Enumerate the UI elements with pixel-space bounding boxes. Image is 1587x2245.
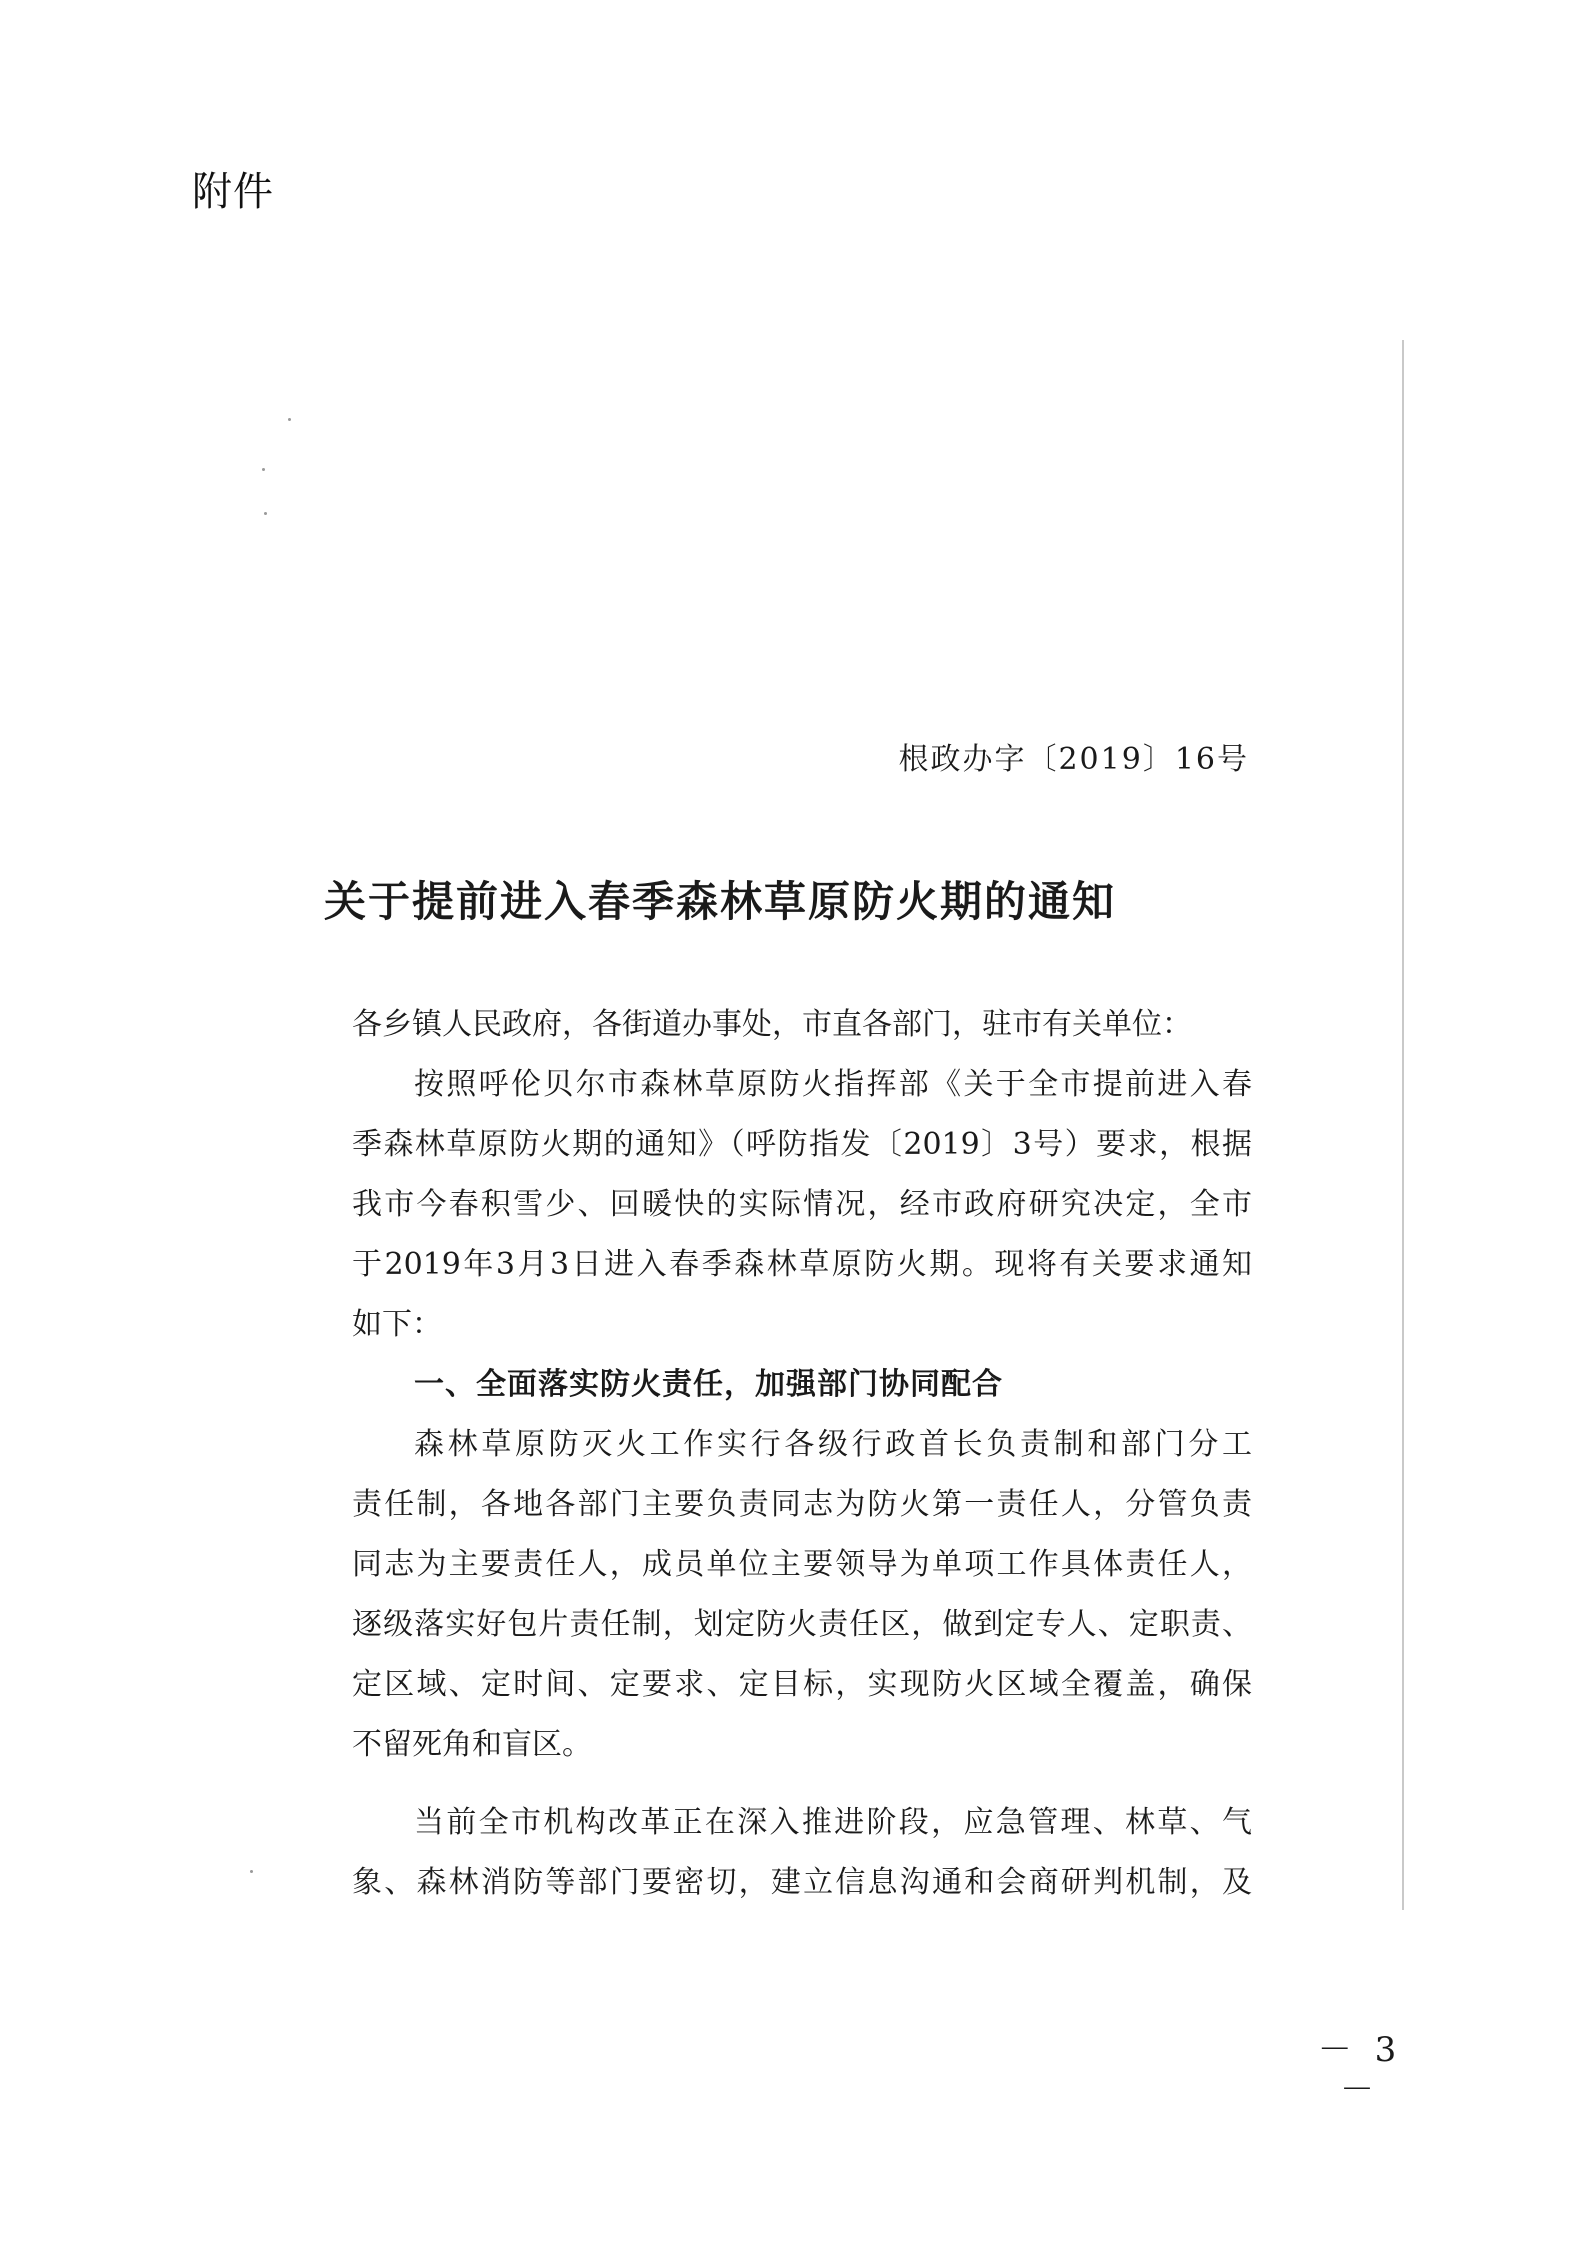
paragraph-3 (352, 1793, 1252, 1913)
paragraph-line: 按照呼伦贝尔市森林草原防火指挥部《关于全市提前进入春 (414, 1067, 1252, 1102)
paragraph-line: 逐级落实好包片责任制，划定防火责任区，做到定专人、定职责、 (352, 1607, 1252, 1642)
section-heading: 一、全面落实防火责任，加强部门协同配合 (414, 1367, 1003, 1402)
paragraph-1 (352, 1055, 1252, 1355)
scan-speck (264, 512, 267, 515)
paragraph-line: 季森林草原防火期的通知》（呼防指发〔2019〕3号）要求，根据 (352, 1127, 1252, 1162)
paragraph-line: 象、森林消防等部门要密切，建立信息沟通和会商研判机制，及 (352, 1865, 1252, 1900)
paragraph-line: 责任制，各地各部门主要负责同志为防火第一责任人，分管负责 (352, 1487, 1252, 1522)
scan-speck (288, 418, 291, 421)
paragraph-line: 定区域、定时间、定要求、定目标，实现防火区域全覆盖，确保 (352, 1667, 1252, 1702)
paragraph-line: 于2019年3月3日进入春季森林草原防火期。现将有关要求通知 (352, 1247, 1252, 1282)
scan-speck (250, 1870, 253, 1873)
addressee-line: 各乡镇人民政府，各街道办事处，市直各部门，驻市有关单位： (352, 1007, 1192, 1042)
paragraph-line: 当前全市机构改革正在深入推进阶段，应急管理、林草、气 (414, 1805, 1252, 1840)
document-title: 关于提前进入春季森林草原防火期的通知 (323, 877, 1116, 926)
paragraph-line: 不留死角和盲区。 (352, 1727, 592, 1762)
paragraph-line: 森林草原防灭火工作实行各级行政首长负责制和部门分工 (414, 1427, 1252, 1462)
paragraph-line: 同志为主要责任人，成员单位主要领导为单项工作具体责任人， (352, 1547, 1252, 1582)
attachment-label: 附件 (192, 169, 274, 215)
scan-edge-line (1402, 340, 1404, 1910)
document-body (352, 995, 1252, 1913)
paragraph-line: 如下： (352, 1307, 442, 1342)
scan-speck (262, 468, 265, 471)
paragraph-2 (352, 1415, 1252, 1775)
paragraph-line: 我市今春积雪少、回暖快的实际情况，经市政府研究决定，全市 (352, 1187, 1252, 1222)
page-number: － 3 － (1317, 2030, 1403, 2110)
document-number: 根政办字〔2019〕16号 (898, 742, 1249, 777)
